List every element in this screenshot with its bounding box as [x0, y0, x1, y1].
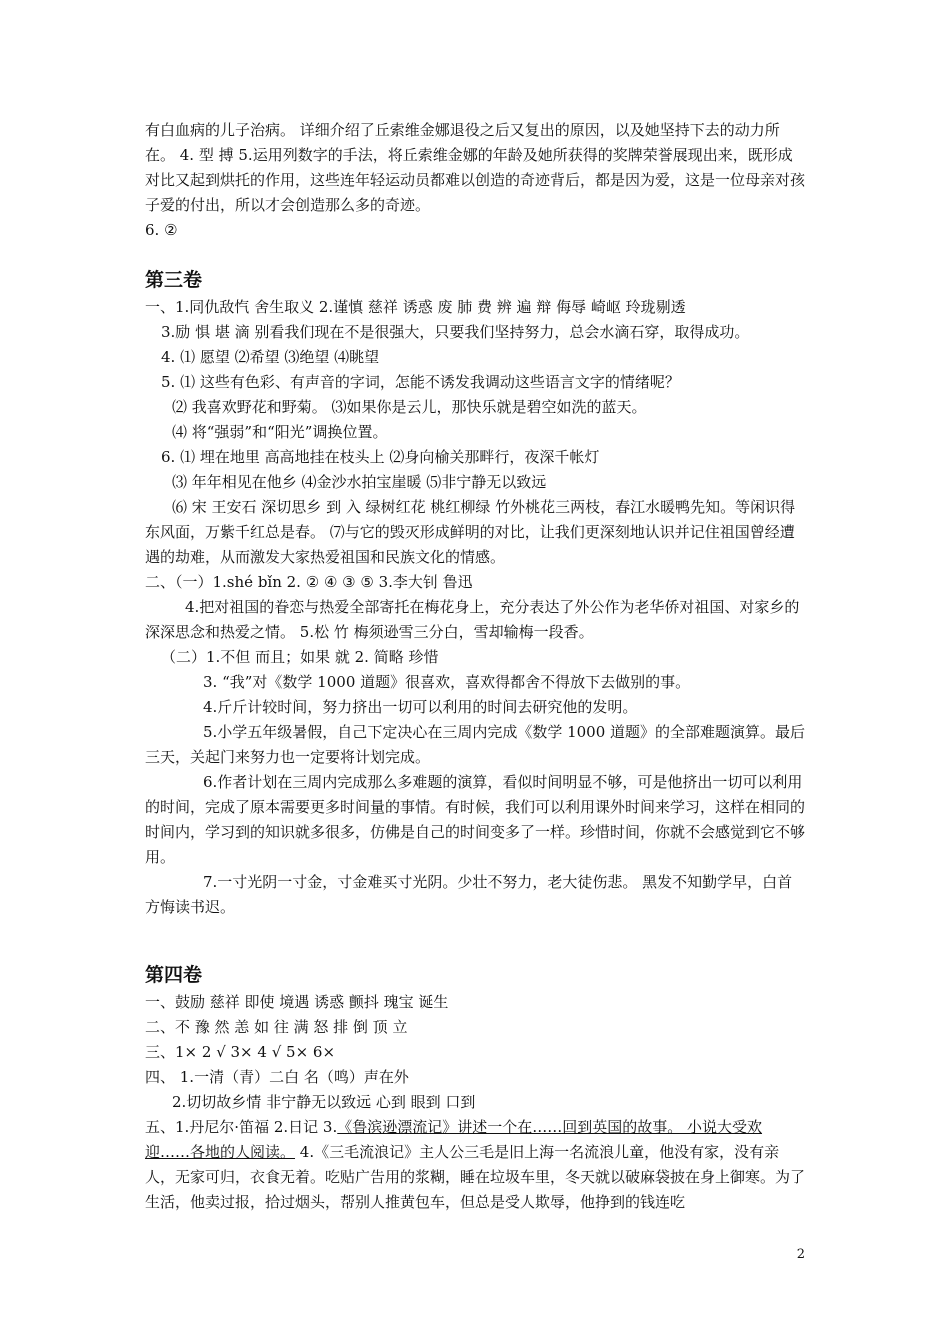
s4-line: 2.切切故乡情 非宁静无以致远 心到 眼到 口到 [172, 1093, 476, 1111]
prev-section-answer-6: 6. ② [145, 221, 178, 239]
s3-paragraph: 7.一寸光阴一寸金，寸金难买寸光阴。少壮不努力，老大徒伤悲。 黑发不知勤学早，白首方悔读书迟。 [145, 873, 793, 916]
s3-line: 4.斤斤计较时间，努力挤出一切可以利用的时间去研究他的发明。 [203, 698, 638, 716]
section-title-4: 第四卷 [145, 964, 203, 986]
s3-line: 6. ⑴ 埋在地里 高高地挂在枝头上 ⑵身向榆关那畔行，夜深千帐灯 [161, 448, 600, 466]
underlined-text: 《鲁滨逊漂流记》讲述一个在……回到英国的故事。 小说大受欢迎……各地的人阅读。 [145, 1118, 763, 1161]
s3-paragraph: 4.把对祖国的眷恋与热爱全部寄托在梅花身上，充分表达了外公作为老华侨对祖国、对家乡的深深思念和热爱之情。 5.松 竹 梅须逊雪三分白，雪却输梅一段香。 [145, 598, 800, 641]
s4-line: 四、 1.一清（青）二白 名（鸣）声在外 [145, 1068, 409, 1086]
s3-line: 3. “我”对《数学 1000 道题》很喜欢，喜欢得都舍不得放下去做别的事。 [203, 673, 691, 691]
s4-text: 五、1.丹尼尔·笛福 2.日记 3. [145, 1118, 338, 1136]
s3-paragraph: ⑹ 宋 王安石 深切思乡 到 入 绿树红花 桃红柳绿 竹外桃花三两枝，春江水暖鸭先知。等闲识得东风面，万紫千红总是春。 ⑺与它的毁灭形成鲜明的对比，让我们更深刻地认识并记住祖国曾经遭遇的劫难，从而激发大家热爱祖国和民族文化的情感。 [145, 498, 796, 566]
s3-line: ⑶ 年年相见在他乡 ⑷金沙水拍宝崖暖 ⑸非宁静无以致远 [172, 473, 547, 491]
s3-line: 3.励 惧 堪 滴 别看我们现在不是很强大，只要我们坚持努力，总会水滴石穿，取得成功。 [161, 323, 750, 341]
s3-line: ⑵ 我喜欢野花和野菊。 ⑶如果你是云儿，那快乐就是碧空如洗的蓝天。 [172, 398, 647, 416]
s4-line: 一、鼓励 慈祥 即使 境遇 诱惑 颤抖 瑰宝 诞生 [145, 993, 449, 1011]
s4-text: 4.《三毛流浪记》主人公三毛是旧上海一名流浪儿童，他没有家，没有亲人，无家可归，衣食无着。吃贴广告用的浆糊，睡在垃圾车里，冬天就以破麻袋披在身上御寒。为了生活，他卖过报，拾过烟头，帮别人推黄包车，但总是受人欺辱，他挣到的钱连吃 [145, 1143, 806, 1211]
s4-paragraph [145, 1115, 807, 1215]
page-number: 2 [796, 1247, 805, 1262]
page-content [145, 118, 807, 1215]
s3-line: 二、（一）1.shé bǐn 2. ② ④ ③ ⑤ 3.李大钊 鲁迅 [145, 573, 473, 591]
s4-line: 二、不 豫 然 恙 如 往 满 怒 排 倒 顶 立 [145, 1018, 408, 1036]
section-title-3: 第三卷 [145, 269, 203, 291]
s3-line: 5. ⑴ 这些有色彩、有声音的字词，怎能不诱发我调动这些语言文字的情绪呢？ [161, 373, 680, 391]
s3-line: 4. ⑴ 愿望 ⑵希望 ⑶绝望 ⑷眺望 [161, 348, 380, 366]
s3-line: ⑷ 将“强弱”和“阳光”调换位置。 [172, 423, 388, 441]
s3-paragraph: 5.小学五年级暑假，自己下定决心在三周内完成《数学 1000 道题》的全部难题演算。最后三天，关起门来努力也一定要将计划完成。 [145, 723, 806, 766]
s3-line: 一、1.同仇敌忾 舍生取义 2.谨慎 慈祥 诱惑 废 肺 费 辨 遍 辩 侮辱 崎岖 玲珑剔透 [145, 298, 686, 316]
s4-line: 三、1× 2 √ 3× 4 √ 5× 6× [145, 1043, 336, 1061]
s3-line: （二）1.不但 而且；如果 就 2. 简略 珍惜 [161, 648, 439, 666]
s3-paragraph: 6.作者计划在三周内完成那么多难题的演算，看似时间明显不够，可是他挤出一切可以利用的时间，完成了原本需要更多时间量的事情。有时候，我们可以利用课外时间来学习，这样在相同的时间内，学习到的知识就多很多，仿佛是自己的时间变多了一样。珍惜时间，你就不会感觉到它不够用。 [145, 773, 806, 866]
prev-section-paragraph: 有白血病的儿子治病。 详细介绍了丘索维金娜退役之后又复出的原因，以及她坚持下去的动力所在。 4. 型 搏 5.运用列数字的手法，将丘索维金娜的年龄及她所获得的奖牌荣誉展现出来，既形成对比又起到烘托的作用，这些连年轻运动员都难以创造的奇迹背后，都是因为爱，这是一位母亲对孩子爱的付出，所以才会创造那么多的奇迹。 [145, 121, 806, 214]
